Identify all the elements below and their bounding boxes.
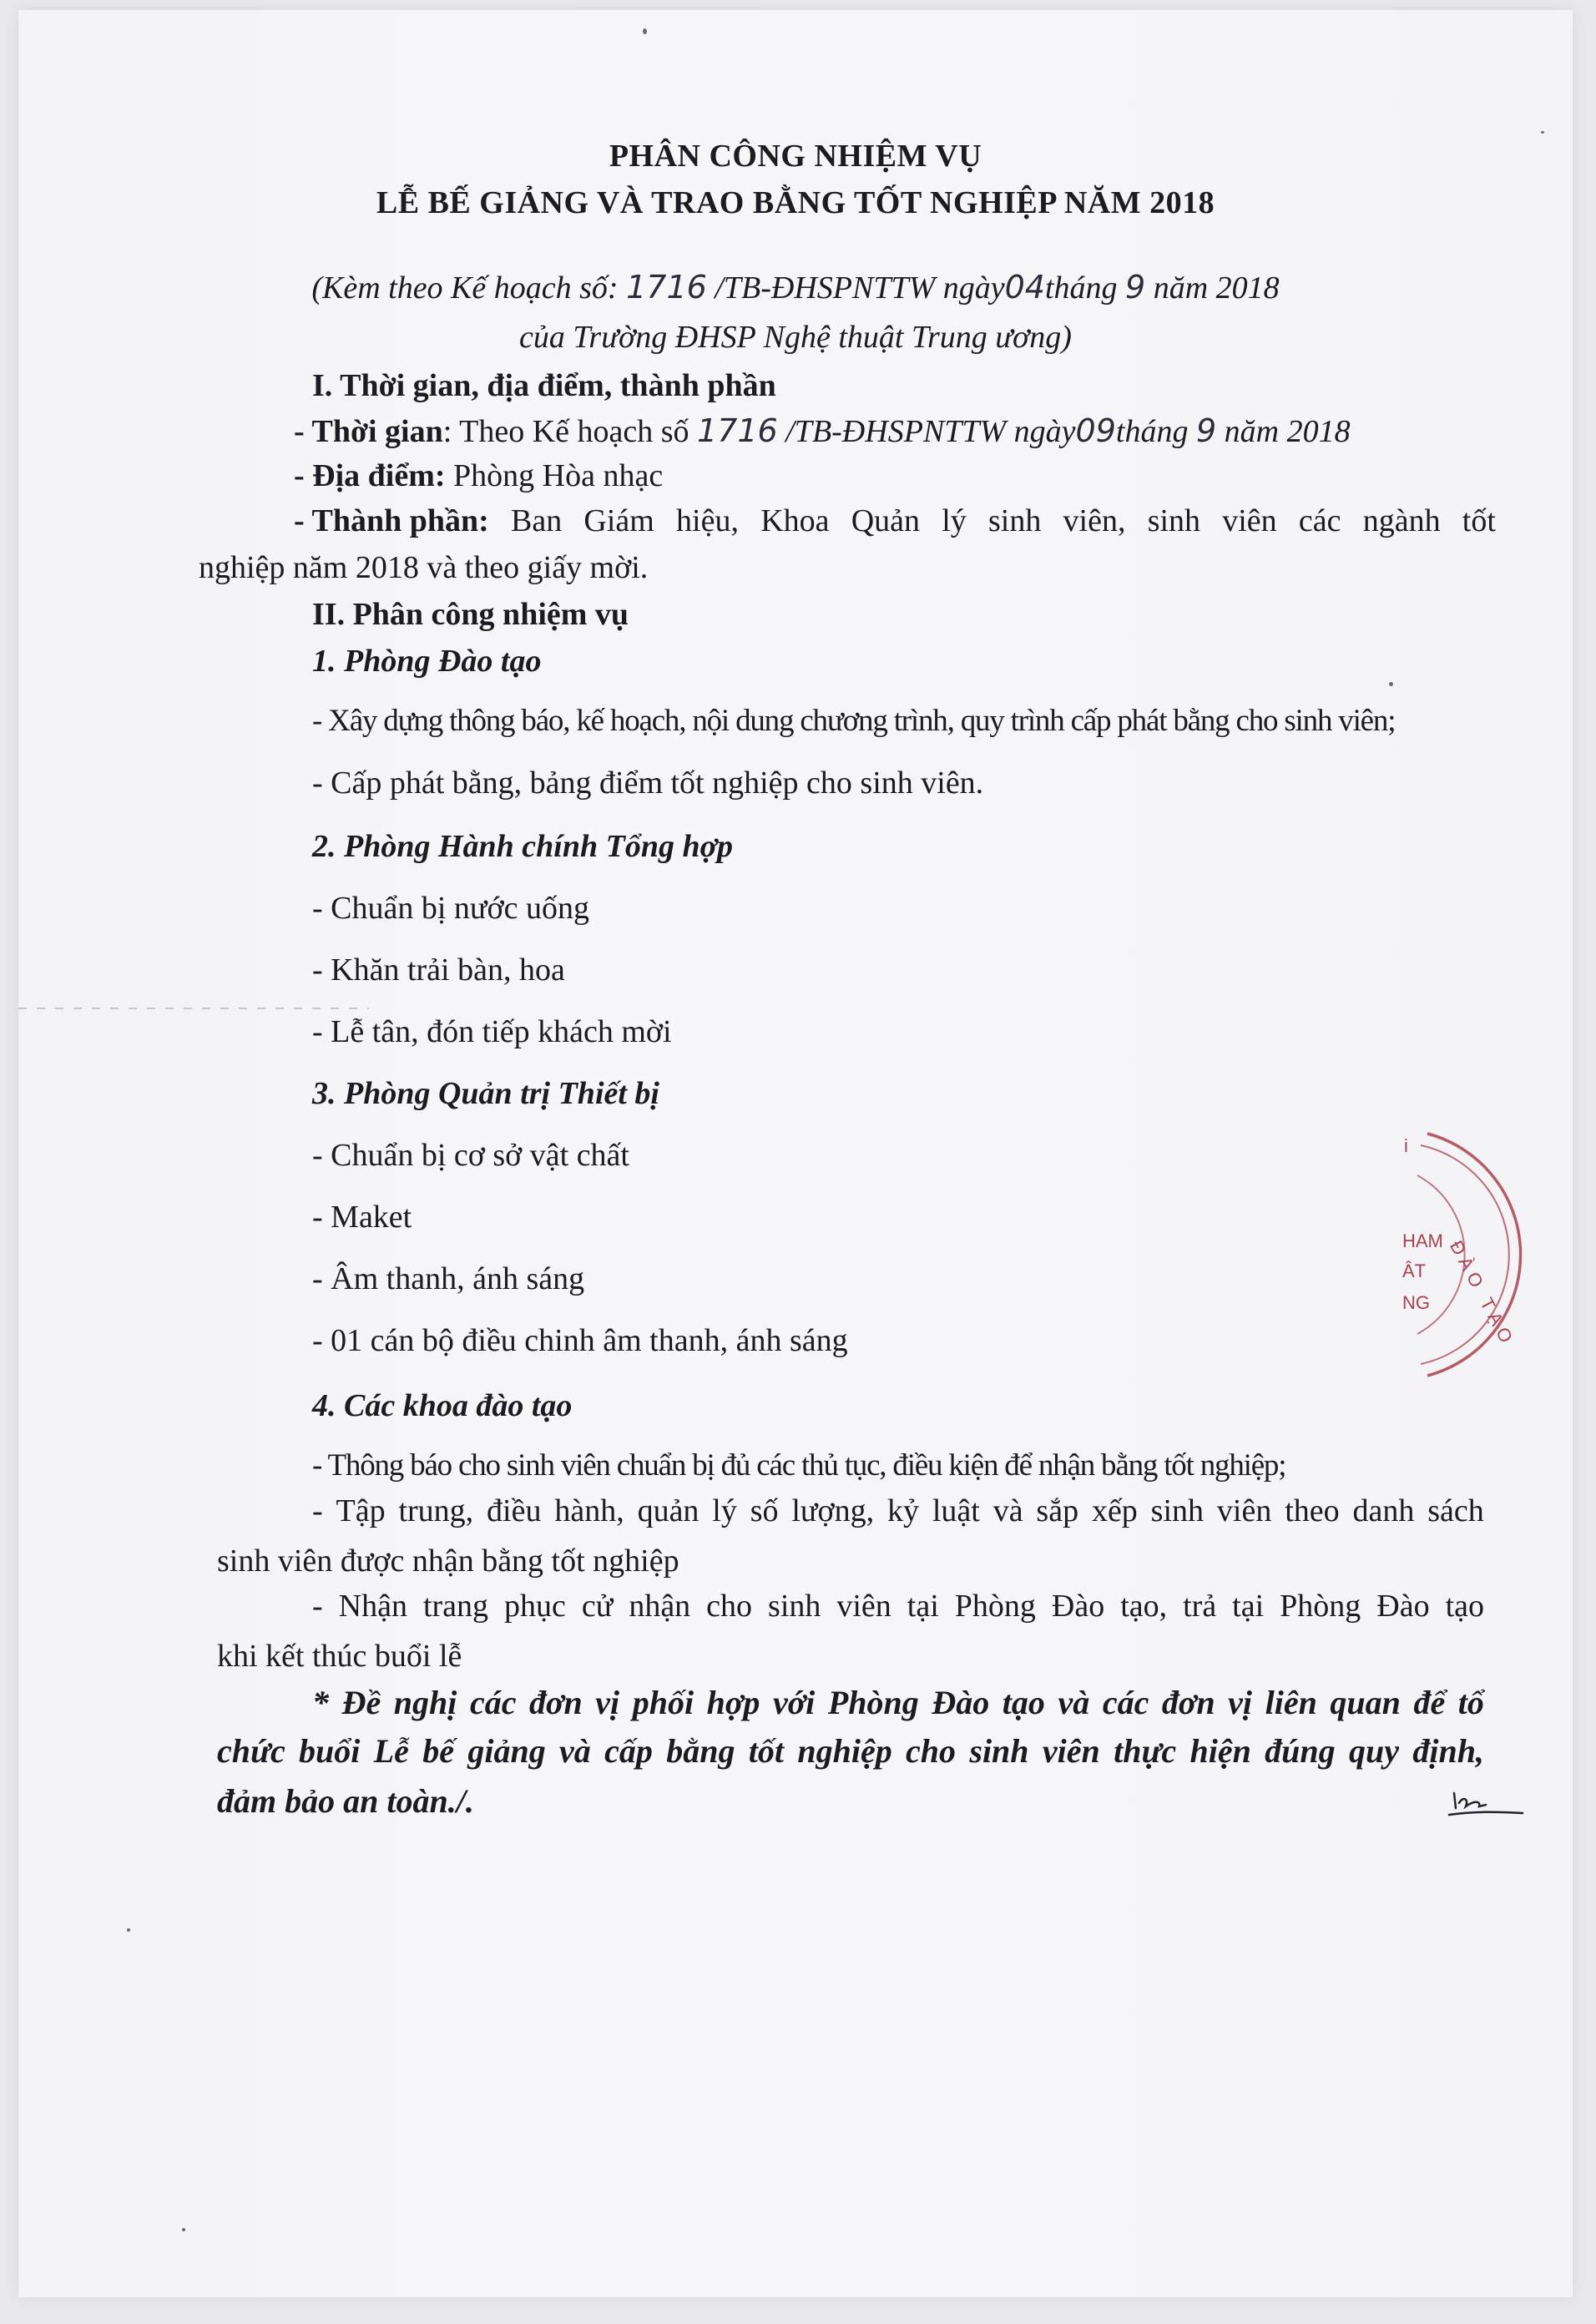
word: theo <box>1285 1493 1340 1528</box>
unit2-heading: 2. Phòng Hành chính Tổng hợp <box>312 829 734 864</box>
word: Đào <box>932 1684 990 1721</box>
word: kỷ <box>886 1493 919 1528</box>
word: Tập <box>336 1493 386 1528</box>
unit4-item3-line1 <box>312 1588 1484 1624</box>
seal-text-2: HAM <box>1402 1230 1443 1251</box>
seal-rings <box>1396 1104 1571 1412</box>
word: luật <box>932 1493 980 1528</box>
word: tại <box>907 1589 939 1624</box>
word: sách <box>1427 1493 1484 1528</box>
members-word: các <box>1298 503 1341 538</box>
official-seal-stamp <box>1396 1104 1571 1412</box>
reference-line1 <box>18 269 1573 306</box>
word: vị <box>595 1684 620 1721</box>
paper-speck <box>1389 682 1393 686</box>
word: trả <box>1183 1589 1217 1624</box>
members-word: sinh <box>1147 503 1201 538</box>
word: Nhận <box>338 1589 407 1624</box>
seal-arc-text: ĐÀO TẠO <box>1445 1237 1520 1351</box>
members-word: sinh <box>987 503 1042 538</box>
paper-speck <box>182 2228 185 2231</box>
word: quy <box>1349 1732 1399 1770</box>
unit4-item1: - Thông báo cho sinh viên chuẩn bị đủ các thủ tục, điều kiện để nhận bằng tốt nghiệp; <box>312 1448 1286 1483</box>
word: và <box>992 1493 1023 1528</box>
word: cử <box>581 1589 614 1624</box>
word: Đào <box>1376 1589 1430 1624</box>
word: cho <box>906 1732 957 1770</box>
unit2-item2: - Khăn trải bàn, hoa <box>312 952 565 988</box>
unit3-item1: - Chuẩn bị cơ sở vật chất <box>312 1138 629 1173</box>
members-word: Quản <box>851 503 921 538</box>
word: giảng <box>467 1732 546 1770</box>
reference-code: /TB-ĐHSPNTTW ngày <box>715 270 1005 306</box>
members-line2: nghiệp năm 2018 và theo giấy mời. <box>199 550 649 585</box>
handwritten-month: 9 <box>1125 269 1146 306</box>
document-page <box>18 10 1573 2297</box>
word: viên <box>1216 1493 1272 1528</box>
word: sắp <box>1036 1493 1079 1528</box>
word: với <box>772 1684 816 1721</box>
word: quản <box>637 1493 700 1528</box>
members-word: viên <box>1222 503 1277 538</box>
handwritten-day: 04 <box>1004 269 1045 306</box>
word: số <box>750 1493 779 1528</box>
unit1-item2: - Cấp phát bằng, bảng điểm tốt nghiệp cho sinh viên. <box>312 765 984 801</box>
word: liên <box>1265 1684 1317 1721</box>
word: hiện <box>1189 1732 1251 1770</box>
word: Phòng <box>827 1684 919 1721</box>
members-word: viên, <box>1063 503 1126 538</box>
members-label: - Thành phần: <box>294 503 489 538</box>
word: chức <box>217 1732 285 1770</box>
closing-line3: đảm bảo an toàn./. <box>217 1782 474 1820</box>
word: * <box>312 1684 329 1721</box>
word: tạo, <box>1120 1589 1168 1624</box>
word: Phòng <box>954 1589 1036 1624</box>
unit4-item2-line1 <box>312 1493 1484 1529</box>
reference-prefix: (Kèm theo Kế hoạch số: <box>311 270 619 306</box>
word: tạo <box>1445 1589 1484 1624</box>
word: các <box>469 1684 517 1721</box>
word: quan <box>1330 1684 1401 1721</box>
fold-crease <box>18 1008 369 1009</box>
place-line <box>294 457 663 494</box>
reference-year: năm 2018 <box>1153 270 1280 306</box>
word: các <box>1102 1684 1149 1721</box>
word: Đề <box>341 1684 381 1721</box>
word: xếp <box>1091 1493 1138 1528</box>
seal-text-3: ÂT <box>1402 1261 1427 1281</box>
word: sinh <box>1150 1493 1205 1528</box>
word: nghiệp <box>797 1732 892 1770</box>
handwritten-time-number: 1716 <box>697 412 778 449</box>
paper-speck <box>1541 131 1544 134</box>
members-word: Khoa <box>760 503 830 538</box>
word: điều <box>487 1493 542 1528</box>
word: tổ <box>1457 1684 1484 1721</box>
time-line <box>294 412 1351 450</box>
unit3-item3: - Âm thanh, ánh sáng <box>312 1261 585 1296</box>
reference-month-label: tháng <box>1044 270 1118 306</box>
section2-heading: II. Phân công nhiệm vụ <box>312 597 629 632</box>
place-label: - Địa điểm: <box>294 458 446 493</box>
word: bế <box>422 1732 455 1770</box>
word: buổi <box>299 1732 361 1770</box>
unit1-heading: 1. Phòng Đào tạo <box>312 644 542 679</box>
word: cho <box>706 1589 753 1624</box>
unit3-heading: 3. Phòng Quản trị Thiết bị <box>312 1076 659 1111</box>
word: hợp <box>706 1684 760 1721</box>
word: nghị <box>393 1684 457 1721</box>
word: sinh <box>969 1732 1029 1770</box>
word: - <box>312 1493 323 1528</box>
word: viên <box>1042 1732 1100 1770</box>
word: thực <box>1114 1732 1177 1770</box>
members-line1 <box>294 503 1496 539</box>
closing-line1 <box>312 1683 1484 1722</box>
section1-heading: I. Thời gian, địa điểm, thành phần <box>312 368 776 403</box>
handwritten-time-day: 09 <box>1075 412 1116 449</box>
unit3-item4: - 01 cán bộ điều chinh âm thanh, ánh sáng <box>312 1323 848 1358</box>
unit4-item2-line2: sinh viên được nhận bằng tốt nghiệp <box>217 1543 679 1579</box>
unit1-item1: - Xây dựng thông báo, kế hoạch, nội dung chương trình, quy trình cấp phát bằng cho sinh viên; <box>312 704 1396 738</box>
time-label: - Thời gian <box>294 414 443 449</box>
unit3-item2: - Maket <box>312 1200 412 1235</box>
members-word: hiệu, <box>676 503 739 538</box>
members-word: lý <box>942 503 967 538</box>
word: và <box>1058 1684 1090 1721</box>
place-value: Phòng Hòa nhạc <box>445 458 664 493</box>
unit4-heading: 4. Các khoa đào tạo <box>312 1388 573 1423</box>
word: Lễ <box>373 1732 409 1770</box>
time-month-label: tháng <box>1115 414 1189 449</box>
seal-text-4: NG <box>1402 1292 1430 1313</box>
word: tốt <box>748 1732 785 1770</box>
paper-speck <box>127 1928 130 1932</box>
document-title-line2: LỄ BẾ GIẢNG VÀ TRAO BẰNG TỐT NGHIỆP NĂM 2018 <box>376 185 1215 220</box>
word: và <box>559 1732 591 1770</box>
time-code: /TB-ĐHSPNTTW ngày <box>785 414 1076 449</box>
word: phục <box>504 1589 566 1624</box>
word: đơn <box>529 1684 583 1721</box>
time-year: năm 2018 <box>1224 414 1351 449</box>
word: nhận <box>629 1589 691 1624</box>
word: cấp <box>604 1732 653 1770</box>
word: đúng <box>1265 1732 1336 1770</box>
word: danh <box>1352 1493 1415 1528</box>
time-text: : Theo Kế hoạch số <box>442 414 689 449</box>
word: lý <box>712 1493 737 1528</box>
initials-signature <box>1447 1786 1524 1821</box>
word: bằng <box>666 1732 735 1770</box>
word: trang <box>422 1589 489 1624</box>
word: phối <box>632 1684 694 1721</box>
word: Đào <box>1051 1589 1105 1624</box>
word: định, <box>1412 1732 1484 1770</box>
word: vị <box>1228 1684 1253 1721</box>
word: lượng, <box>791 1493 875 1528</box>
document-title-line1: PHÂN CÔNG NHIỆM VỤ <box>609 139 982 174</box>
word: tại <box>1232 1589 1265 1624</box>
closing-line2 <box>217 1731 1484 1771</box>
word: trung, <box>398 1493 474 1528</box>
seal-text-1: i <box>1404 1135 1408 1156</box>
handwritten-plan-number: 1716 <box>626 269 707 306</box>
paper-speck <box>643 28 647 34</box>
word: hành, <box>554 1493 624 1528</box>
unit4-item3-line2: khi kết thúc buổi lễ <box>217 1639 462 1674</box>
members-word: tốt <box>1462 503 1496 538</box>
word: để <box>1413 1684 1446 1721</box>
unit2-item1: - Chuẩn bị nước uống <box>312 891 589 926</box>
word: viên <box>836 1589 891 1624</box>
word: Phòng <box>1280 1589 1361 1624</box>
word: - <box>312 1589 323 1624</box>
members-word: Giám <box>583 503 654 538</box>
handwritten-time-month: 9 <box>1195 412 1217 449</box>
members-word: Ban <box>510 503 563 538</box>
reference-line2: của Trường ĐHSP Nghệ thuật Trung ương) <box>519 320 1072 355</box>
members-word: ngành <box>1362 503 1441 538</box>
word: đơn <box>1161 1684 1215 1721</box>
word: tạo <box>1002 1684 1045 1721</box>
unit2-item3: - Lễ tân, đón tiếp khách mời <box>312 1014 672 1049</box>
word: sinh <box>768 1589 821 1624</box>
